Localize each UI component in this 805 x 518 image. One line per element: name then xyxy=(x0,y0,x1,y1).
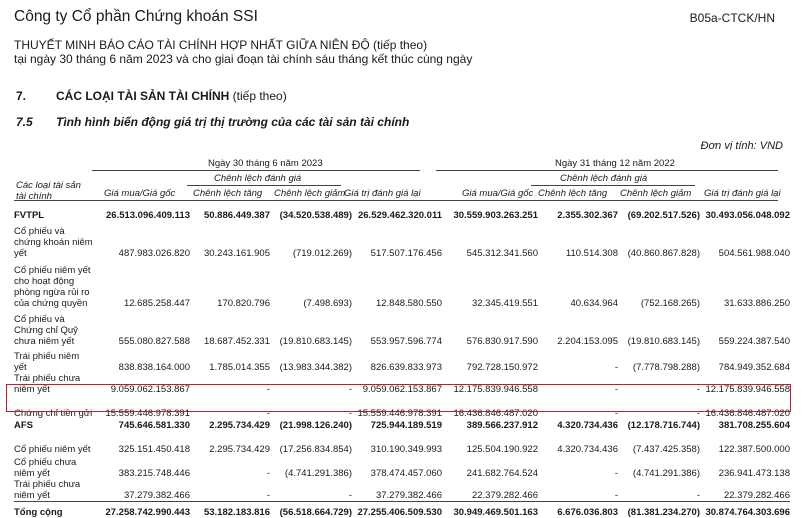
table-cell: (7.498.693) xyxy=(303,298,352,309)
table-cell: 826.639.833.973 xyxy=(370,362,442,373)
table-cell: 241.682.764.524 xyxy=(466,468,538,479)
table-cell: 18.687.452.331 xyxy=(203,336,270,347)
diff-group-header-2: Chênh lệch đánh giá xyxy=(560,173,648,184)
table-cell: 4.320.734.436 xyxy=(557,444,618,455)
table-cell: 30.874.764.303.696 xyxy=(700,502,790,518)
table-cell: 2.355.302.367 xyxy=(557,210,618,221)
table-row xyxy=(14,479,790,502)
row-label: Cổ phiếu niêm yết cho hoạt động phòng ngừa rủi ro của chứng quyền xyxy=(14,265,91,309)
row-label: Cổ phiếu chưa niêm yết xyxy=(14,457,77,479)
row-label: AFS xyxy=(14,420,33,431)
table-row xyxy=(14,309,790,347)
table-cell: (4.741.291.386) xyxy=(284,468,352,479)
table-cell: 559.224.387.540 xyxy=(718,336,790,347)
company-name: Công ty Cổ phần Chứng khoán SSI xyxy=(14,8,258,25)
col-fair-value-1: Giá trị đánh giá lại xyxy=(344,188,421,199)
table-cell: (752.168.265) xyxy=(640,298,700,309)
table-cell: - xyxy=(696,408,700,419)
diff-rule-2 xyxy=(531,185,695,186)
table-cell: 12.685.258.447 xyxy=(123,298,190,309)
table-cell: (19.810.683.145) xyxy=(627,336,700,347)
table-cell: - xyxy=(266,408,270,419)
section-title-main: CÁC LOẠI TÀI SẢN TÀI CHÍNH xyxy=(56,89,230,103)
table-cell: 15.559.446.978.391 xyxy=(105,408,190,419)
row-label: Trái phiếu chưa niêm yết xyxy=(14,373,81,395)
row-label: Trái phiếu chưa niêm yết xyxy=(14,479,81,501)
table-row xyxy=(14,221,790,259)
table-row xyxy=(14,419,790,431)
table-cell: 2.204.153.095 xyxy=(557,336,618,347)
unit-note: Đơn vị tính: VND xyxy=(700,140,783,152)
table-cell: 389.566.237.912 xyxy=(466,420,538,431)
table-cell: 53.182.183.816 xyxy=(190,502,270,518)
table-cell: 22.379.282.466 xyxy=(471,490,538,501)
period-header-dec-2022: Ngày 31 tháng 12 năm 2022 xyxy=(555,158,675,169)
col-cost-2: Giá mua/Giá gốc xyxy=(462,188,534,199)
table-cell: 504.561.988.040 xyxy=(718,248,790,259)
table-cell: 27.258.742.990.443 xyxy=(94,502,190,518)
table-cell: 4.320.734.436 xyxy=(557,420,618,431)
table-cell: 745.646.581.330 xyxy=(118,420,190,431)
table-cell: - xyxy=(614,362,618,373)
table-cell: 122.387.500.000 xyxy=(718,444,790,455)
table-row xyxy=(14,502,790,518)
table-cell: 553.957.596.774 xyxy=(370,336,442,347)
table-cell: (13.983.344.382) xyxy=(279,362,352,373)
table-cell: - xyxy=(266,384,270,395)
table-row xyxy=(14,455,790,479)
table-cell: 2.295.734.429 xyxy=(209,444,270,455)
col-increase-1: Chênh lệch tăng xyxy=(193,188,263,199)
period-header-jun-2023: Ngày 30 tháng 6 năm 2023 xyxy=(208,158,323,169)
table-cell: 555.080.827.588 xyxy=(118,336,190,347)
col-cost-1: Giá mua/Giá gốc xyxy=(104,188,176,199)
table-cell: 37.279.382.466 xyxy=(123,490,190,501)
table-row xyxy=(14,431,790,455)
table-cell: 1.785.014.355 xyxy=(209,362,270,373)
table-cell: - xyxy=(614,468,618,479)
row-label: Tổng cộng xyxy=(14,502,94,518)
diff-group-header-1: Chênh lệch đánh giá xyxy=(214,173,302,184)
table-cell: (56.518.664.729) xyxy=(270,502,352,518)
table-cell: 30.493.056.048.092 xyxy=(705,210,790,221)
table-cell: - xyxy=(696,490,700,501)
table-cell: 2.295.734.429 xyxy=(209,420,270,431)
table-row xyxy=(14,205,790,221)
table-cell: 30.559.903.263.251 xyxy=(453,210,538,221)
table-cell: (7.437.425.358) xyxy=(632,444,700,455)
table-cell: 22.379.282.466 xyxy=(723,490,790,501)
table-cell: 325.151.450.418 xyxy=(118,444,190,455)
table-cell: 517.507.176.456 xyxy=(370,248,442,259)
table-cell: 784.949.352.684 xyxy=(718,362,790,373)
document-reference: B05a-CTCK/HN xyxy=(689,11,775,25)
table-cell: (19.810.683.145) xyxy=(279,336,352,347)
header-bottom-rule xyxy=(14,200,778,201)
table-cell: 110.514.308 xyxy=(565,248,618,259)
table-cell: 6.676.036.803 xyxy=(538,502,618,518)
table-cell: (17.256.834.854) xyxy=(279,444,352,455)
table-cell: 236.941.473.138 xyxy=(718,468,790,479)
table-cell: 792.728.150.972 xyxy=(466,362,538,373)
table-cell: 40.634.964 xyxy=(570,298,618,309)
row-header: Các loại tài sản tài chính xyxy=(16,180,81,202)
report-title: THUYẾT MINH BÁO CÁO TÀI CHÍNH HỢP NHẤT GIỮA NIÊN ĐỘ (tiếp theo) xyxy=(14,38,428,52)
table-cell: 487.983.026.820 xyxy=(118,248,190,259)
table-cell: 16.436.846.487.020 xyxy=(705,408,790,419)
table-cell: - xyxy=(266,490,270,501)
table-cell: 30.949.469.501.163 xyxy=(442,502,538,518)
diff-rule-1 xyxy=(187,185,341,186)
subsection-number: 7.5 xyxy=(16,115,33,129)
table-cell: (21.998.126.240) xyxy=(279,420,352,431)
col-fair-value-2: Giá trị đánh giá lại xyxy=(704,188,781,199)
table-cell: (40.860.867.828) xyxy=(627,248,700,259)
section-title xyxy=(56,89,287,103)
table-cell: (719.012.269) xyxy=(292,248,352,259)
table-cell: 26.513.096.409.113 xyxy=(105,210,190,221)
table-cell: 170.820.796 xyxy=(217,298,270,309)
table-cell: 16.436.846.487.020 xyxy=(453,408,538,419)
table-cell: 12.848.580.550 xyxy=(375,298,442,309)
table-cell: - xyxy=(614,384,618,395)
table-cell: 26.529.462.320.011 xyxy=(357,210,442,221)
table-cell: 31.633.886.250 xyxy=(723,298,790,309)
table-cell: 27.255.406.509.530 xyxy=(352,502,442,518)
table-cell: 9.059.062.153.867 xyxy=(110,384,190,395)
period-rule-1 xyxy=(92,170,420,171)
row-label: Chứng chỉ tiền gửi xyxy=(14,408,93,419)
table-cell: 12.175.839.946.558 xyxy=(705,384,790,395)
table-cell: 37.279.382.466 xyxy=(375,490,442,501)
table-cell: 15.559.446.978.391 xyxy=(357,408,442,419)
table-row xyxy=(14,347,790,373)
table-cell: (7.778.798.288) xyxy=(632,362,700,373)
financial-assets-table xyxy=(14,205,790,518)
row-label: Cổ phiếu và Chứng chỉ Quỹ chưa niêm yết xyxy=(14,314,78,347)
table-cell: (12.178.716.744) xyxy=(627,420,700,431)
table-cell: - xyxy=(348,384,352,395)
table-cell: 383.215.748.446 xyxy=(118,468,190,479)
table-cell: (4.741.291.386) xyxy=(632,468,700,479)
table-cell: - xyxy=(266,468,270,479)
table-cell: - xyxy=(348,490,352,501)
section-title-suffix: (tiếp theo) xyxy=(232,89,287,103)
table-cell: 381.708.255.604 xyxy=(718,420,790,431)
col-increase-2: Chênh lệch tăng xyxy=(538,188,608,199)
report-period: tại ngày 30 tháng 6 năm 2023 và cho giai đoạn tài chính sáu tháng kết thúc cùng ngày xyxy=(14,52,473,66)
row-label: FVTPL xyxy=(14,210,45,221)
period-rule-2 xyxy=(436,170,778,171)
table-row xyxy=(14,259,790,309)
col-decrease-2: Chênh lệch giảm xyxy=(620,188,692,199)
table-cell: 576.830.917.590 xyxy=(466,336,538,347)
row-label: Trái phiếu niêm yết xyxy=(14,351,80,373)
table-cell: 32.345.419.551 xyxy=(471,298,538,309)
table-cell: - xyxy=(348,408,352,419)
table-cell: - xyxy=(614,408,618,419)
table-cell: (81.381.234.270) xyxy=(618,502,700,518)
table-cell: 545.312.341.560 xyxy=(466,248,538,259)
table-cell: 50.886.449.387 xyxy=(203,210,270,221)
table-cell: - xyxy=(696,384,700,395)
table-cell: 725.944.189.519 xyxy=(370,420,442,431)
section-number: 7. xyxy=(16,89,27,103)
col-decrease-1: Chênh lệch giảm xyxy=(274,188,346,199)
table-cell: 30.243.161.905 xyxy=(203,248,270,259)
table-cell: 125.504.190.922 xyxy=(466,444,538,455)
table-cell: 9.059.062.153.867 xyxy=(362,384,442,395)
table-cell: (69.202.517.526) xyxy=(627,210,700,221)
table-cell: 378.474.457.060 xyxy=(370,468,442,479)
table-cell: 310.190.349.993 xyxy=(370,444,442,455)
subsection-title: Tình hình biến động giá trị thị trường của các tài sản tài chính xyxy=(56,115,410,129)
table-cell: 12.175.839.946.558 xyxy=(453,384,538,395)
table-cell: 838.838.164.000 xyxy=(118,362,190,373)
highlight-box xyxy=(6,384,791,412)
table-cell: - xyxy=(614,490,618,501)
row-label: Cổ phiếu và chứng khoán niêm yết xyxy=(14,226,93,259)
table-cell: (34.520.538.489) xyxy=(279,210,352,221)
row-label: Cổ phiếu niêm yết xyxy=(14,444,91,455)
